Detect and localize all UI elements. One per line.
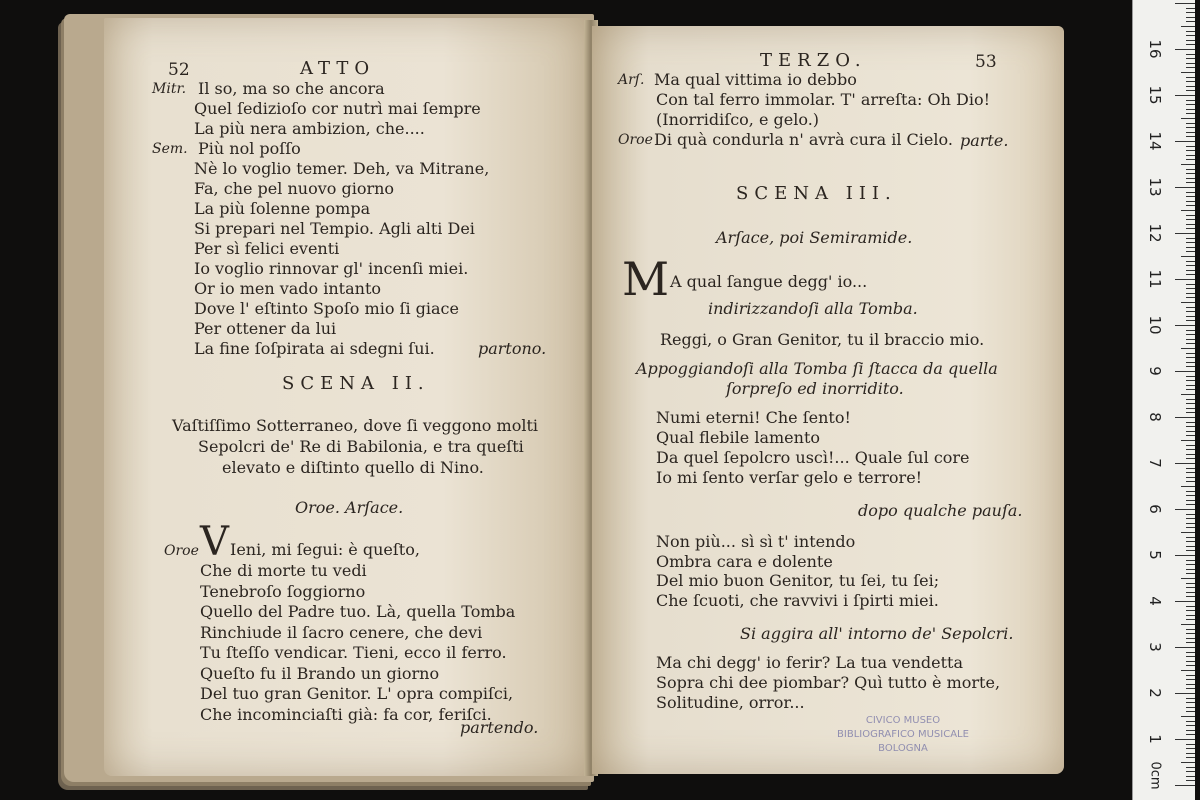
ruler-tick — [1186, 77, 1195, 78]
ruler-tick — [1186, 458, 1195, 459]
ruler-number: 11 — [1146, 269, 1164, 289]
ruler-tick — [1186, 596, 1195, 597]
ruler-tick — [1175, 233, 1195, 234]
scene-2-characters: Oroe. Arſace. — [295, 498, 404, 517]
verse-line: Rinchiude il ſacro cenere, che devi — [200, 622, 483, 642]
left-running-header: ATTO — [300, 58, 376, 79]
stamp-line-1: CIVICO MUSEO — [865, 715, 941, 726]
verse-line: Ombra cara e dolente — [656, 551, 833, 571]
ruler-tick — [1186, 569, 1195, 570]
ruler-tick — [1186, 495, 1195, 496]
ruler-tick — [1186, 652, 1195, 653]
ruler-tick — [1186, 293, 1195, 294]
ruler-number: 13 — [1146, 177, 1164, 197]
ruler-tick — [1181, 624, 1195, 625]
verse-line: Per ottener da lui — [194, 319, 337, 338]
ruler-tick — [1186, 477, 1195, 478]
ruler-tick — [1186, 642, 1195, 643]
ruler-tick — [1186, 564, 1195, 565]
verse-line: Ma qual vittima io debbo — [654, 70, 857, 89]
stamp-line-3: BOLOGNA — [878, 743, 928, 754]
ruler-tick — [1186, 357, 1195, 358]
ruler-tick — [1186, 127, 1195, 128]
ruler-tick — [1186, 587, 1195, 588]
ruler-tick — [1186, 215, 1195, 216]
ruler-tick — [1186, 109, 1195, 110]
ruler-tick — [1186, 173, 1195, 174]
ruler-tick — [1186, 238, 1195, 239]
ruler-tick — [1186, 155, 1195, 156]
verse-line: La più nera ambizion, che.... — [194, 119, 425, 138]
verse-line: Il so, ma so che ancora — [198, 79, 385, 98]
ruler-tick — [1186, 523, 1195, 524]
ruler-tick — [1186, 527, 1195, 528]
ruler-unit-label: 0cm — [1147, 761, 1163, 790]
drop-cap-m: M — [622, 252, 670, 306]
ruler-tick — [1186, 192, 1195, 193]
ruler-tick — [1181, 26, 1195, 27]
ruler-number: 3 — [1146, 642, 1164, 652]
ruler-tick — [1186, 389, 1195, 390]
setting-line-3: elevato e diſtinto quello di Nino. — [222, 458, 484, 477]
ruler-tick — [1186, 550, 1195, 551]
ruler-tick — [1181, 440, 1195, 441]
left-exit-direction: partono. — [478, 339, 547, 358]
ruler-tick — [1186, 159, 1195, 160]
ruler-tick — [1186, 403, 1195, 404]
ruler-tick — [1186, 274, 1195, 275]
verse-line: Sopra chi dee piombar? Quì tutto è morte, — [656, 673, 1001, 692]
ruler-number: 5 — [1146, 550, 1164, 560]
right-top-direction: parte. — [960, 131, 1009, 150]
ruler-tick — [1186, 583, 1195, 584]
ruler-tick — [1186, 58, 1195, 59]
ruler-tick — [1186, 431, 1195, 432]
ruler-tick — [1186, 730, 1195, 731]
ruler-tick — [1186, 610, 1195, 611]
verse-line: Io voglio rinnovar gl' incenſi miei. — [194, 259, 469, 278]
ruler-tick — [1186, 514, 1195, 515]
ruler-tick — [1175, 49, 1195, 50]
ruler-tick — [1175, 647, 1195, 648]
verse-line: Più nol poſſo — [198, 139, 301, 158]
ruler-tick — [1181, 164, 1195, 165]
ruler-tick — [1175, 187, 1195, 188]
ruler-tick — [1186, 711, 1195, 712]
ruler-tick — [1181, 578, 1195, 579]
right-page-number: 53 — [975, 52, 997, 72]
ruler-tick — [1181, 762, 1195, 763]
verse-line: Non più... sì sì t' intendo — [656, 532, 856, 551]
ruler-tick — [1186, 380, 1195, 381]
ruler-tick — [1186, 242, 1195, 243]
ruler-tick — [1186, 219, 1195, 220]
ruler-tick — [1186, 638, 1195, 639]
verse-line: Quello del Padre tuo. Là, quella Tomba — [200, 602, 516, 621]
ruler-tick — [1186, 435, 1195, 436]
speech-first-line: Ieni, mi ſegui: è queſto, — [230, 540, 420, 559]
ruler-tick — [1186, 541, 1195, 542]
ruler-tick — [1186, 725, 1195, 726]
ruler-tick — [1186, 297, 1195, 298]
ruler-tick — [1186, 385, 1195, 386]
ruler-tick — [1186, 270, 1195, 271]
ruler-tick — [1175, 509, 1195, 510]
ruler-tick — [1186, 169, 1195, 170]
ruler-tick — [1186, 454, 1195, 455]
measuring-ruler — [1132, 0, 1195, 800]
ruler-tick — [1186, 224, 1195, 225]
stamp-line-2: BIBLIOGRAFICO MUSICALE — [837, 729, 969, 740]
ruler-tick — [1186, 132, 1195, 133]
speaker-label: Sem. — [152, 141, 188, 157]
final-direction: partendo. — [460, 718, 539, 737]
ruler-tick — [1186, 560, 1195, 561]
ruler-tick — [1181, 302, 1195, 303]
ruler-number: 4 — [1146, 596, 1164, 606]
ruler-tick — [1186, 284, 1195, 285]
verse-line: Di quà condurla n' avrà cura il Cielo. — [654, 130, 953, 149]
ruler-tick — [1175, 95, 1195, 96]
ruler-tick — [1186, 744, 1195, 745]
direction-appoggiandosi-1: Appoggiandoſi alla Tomba ſi ſtacca da quella — [636, 359, 998, 378]
ruler-number: 7 — [1146, 458, 1164, 468]
ruler-tick — [1186, 500, 1195, 501]
setting-line-1: Vaſtiſſimo Sotterraneo, dove ſi veggono molti — [172, 416, 538, 435]
right-running-header: TERZO. — [760, 50, 867, 71]
ruler-tick — [1186, 12, 1195, 13]
verse-line: Che di morte tu vedi — [200, 561, 367, 580]
ruler-tick — [1175, 739, 1195, 740]
ruler-tick — [1186, 408, 1195, 409]
ruler-tick — [1175, 325, 1195, 326]
ruler-tick — [1186, 679, 1195, 680]
ruler-tick — [1186, 698, 1195, 699]
ruler-tick — [1186, 288, 1195, 289]
ruler-tick — [1186, 261, 1195, 262]
ruler-tick — [1186, 150, 1195, 151]
ruler-tick — [1186, 44, 1195, 45]
ruler-tick — [1186, 17, 1195, 18]
library-stamp — [828, 714, 978, 762]
direction-pausa: dopo qualche pauſa. — [858, 501, 1023, 520]
ruler-tick — [1186, 504, 1195, 505]
verse-line: Tenebroſo ſoggiorno — [200, 581, 366, 601]
ruler-tick — [1175, 3, 1195, 4]
ruler-tick — [1186, 665, 1195, 666]
verse-line: Da quel ſepolcro uscì!... Quale ſul core — [656, 448, 970, 467]
verse-line: Con tal ferro immolar. T' arreſta: Oh Dio! — [656, 90, 990, 109]
ruler-tick — [1186, 592, 1195, 593]
ruler-tick — [1186, 491, 1195, 492]
ruler-tick — [1186, 661, 1195, 662]
speaker-label: Arſ. — [618, 72, 645, 88]
ruler-tick — [1186, 251, 1195, 252]
ruler-tick — [1181, 670, 1195, 671]
ruler-tick — [1186, 21, 1195, 22]
ruler-tick — [1186, 734, 1195, 735]
ruler-tick — [1186, 721, 1195, 722]
ruler-tick — [1186, 90, 1195, 91]
ruler-tick — [1186, 518, 1195, 519]
verse-line: Ma chi degg' io ferir? La tua vendetta — [656, 653, 963, 672]
verse-line: Che incominciaſti già: fa cor, feriſci. — [200, 704, 492, 724]
verse-line: Solitudine, orror... — [656, 693, 805, 712]
ruler-tick — [1186, 546, 1195, 547]
speaker-label: Mitr. — [152, 81, 187, 97]
ruler-tick — [1186, 31, 1195, 32]
ruler-tick — [1186, 707, 1195, 708]
ruler-tick — [1186, 86, 1195, 87]
ruler-tick — [1186, 412, 1195, 413]
ruler-tick — [1186, 54, 1195, 55]
ruler-tick — [1175, 463, 1195, 464]
ruler-tick — [1186, 182, 1195, 183]
verse-line: Numi eterni! Che ſento! — [656, 408, 851, 427]
ruler-tick — [1186, 656, 1195, 657]
verse-line: Qual flebile lamento — [656, 428, 820, 447]
verse-line: La più ſolenne pompa — [194, 199, 371, 218]
verse-line: Dove l' eſtinto Spoſo mio ſi giace — [194, 299, 459, 318]
ruler-tick — [1186, 100, 1195, 101]
ruler-tick — [1186, 481, 1195, 482]
speech-speaker: Oroe — [164, 543, 199, 559]
ruler-tick — [1186, 472, 1195, 473]
ruler-tick — [1186, 334, 1195, 335]
ruler-number: 6 — [1146, 504, 1164, 514]
ruler-tick — [1181, 72, 1195, 73]
drop-cap-v: V — [200, 519, 229, 565]
verse-line: Io mi ſento verſar gelo e terrore! — [656, 468, 923, 487]
ruler-number: 9 — [1146, 366, 1164, 376]
ruler-tick — [1186, 178, 1195, 179]
verse-line: Or io men vado intanto — [194, 279, 382, 298]
ruler-tick — [1186, 311, 1195, 312]
ruler-tick — [1186, 330, 1195, 331]
setting-line-2: Sepolcri de' Re di Babilonia, e tra queſti — [198, 437, 524, 456]
verse-line: Per sì felici eventi — [194, 239, 340, 258]
scene-3-first-line: A qual ſangue degg' io... — [670, 272, 868, 291]
ruler-tick — [1186, 573, 1195, 574]
speaker-label: Oroe — [618, 132, 653, 148]
verse-line: Del tuo gran Genitor. L' opra compiſci, — [200, 684, 514, 703]
ruler-tick — [1186, 228, 1195, 229]
ruler-tick — [1186, 399, 1195, 400]
verse-line: La fine ſoſpirata ai sdegni ſui. — [194, 339, 435, 358]
ruler-tick — [1186, 307, 1195, 308]
ruler-number: 16 — [1146, 39, 1164, 59]
ruler-tick — [1175, 417, 1195, 418]
ruler-tick — [1175, 601, 1195, 602]
ruler-tick — [1186, 767, 1195, 768]
ruler-tick — [1186, 81, 1195, 82]
scene-3-characters: Arſace, poi Semiramide. — [716, 228, 913, 247]
verse-line: Tu ſteſſo vendicar. Tieni, ecco il ferro. — [200, 643, 507, 662]
ruler-tick — [1186, 468, 1195, 469]
ruler-tick — [1186, 265, 1195, 266]
ruler-tick — [1186, 339, 1195, 340]
ruler-tick — [1181, 348, 1195, 349]
ruler-tick — [1186, 445, 1195, 446]
ruler-tick — [1186, 757, 1195, 758]
ruler-tick — [1175, 693, 1195, 694]
ruler-tick — [1186, 320, 1195, 321]
scene-2-heading: SCENA II. — [282, 373, 430, 394]
ruler-tick — [1186, 196, 1195, 197]
ruler-number: 15 — [1146, 85, 1164, 105]
scene-3-heading: SCENA III. — [736, 183, 897, 204]
ruler-tick — [1175, 555, 1195, 556]
verse-line: (Inorridiſco, e gelo.) — [656, 110, 820, 129]
ruler-tick — [1186, 8, 1195, 9]
direction-sepolcri: Si aggira all' intorno de' Sepolcri. — [740, 624, 1014, 643]
verse-line: Nè lo voglio temer. Deh, va Mitrane, — [194, 159, 490, 178]
ruler-tick — [1186, 422, 1195, 423]
ruler-tick — [1186, 606, 1195, 607]
ruler-tick — [1186, 343, 1195, 344]
ruler-tick — [1186, 684, 1195, 685]
ruler-tick — [1186, 675, 1195, 676]
ruler-tick — [1175, 785, 1195, 786]
ruler-tick — [1181, 118, 1195, 119]
ruler-number: 14 — [1146, 131, 1164, 151]
verse-line: Del mio buon Genitor, tu ſei, tu ſei; — [656, 571, 940, 590]
ruler-tick — [1181, 486, 1195, 487]
ruler-tick — [1186, 201, 1195, 202]
ruler-tick — [1186, 426, 1195, 427]
ruler-tick — [1175, 141, 1195, 142]
ruler-tick — [1186, 615, 1195, 616]
ruler-tick — [1186, 35, 1195, 36]
ruler-tick — [1181, 716, 1195, 717]
ruler-tick — [1186, 366, 1195, 367]
ruler-number: 10 — [1146, 315, 1164, 335]
ruler-tick — [1186, 702, 1195, 703]
ruler-tick — [1181, 394, 1195, 395]
left-page-number: 52 — [168, 60, 190, 80]
ruler-tick — [1181, 256, 1195, 257]
verse-line: Fa, che pel nuovo giorno — [194, 179, 395, 198]
ruler-tick — [1186, 362, 1195, 363]
ruler-tick — [1186, 748, 1195, 749]
ruler-tick — [1186, 123, 1195, 124]
ruler-tick — [1186, 136, 1195, 137]
ruler-tick — [1186, 40, 1195, 41]
verse-line: Queſto fu il Brando un giorno — [200, 663, 440, 683]
ruler-tick — [1186, 619, 1195, 620]
ruler-tick — [1181, 532, 1195, 533]
direction-appoggiandosi-2: ſorpreſo ed inorridito. — [726, 379, 904, 398]
ruler-tick — [1186, 247, 1195, 248]
ruler-tick — [1175, 371, 1195, 372]
verse-line: Che ſcuoti, che ravvivi i ſpirti miei. — [656, 590, 939, 610]
ruler-tick — [1186, 771, 1195, 772]
ruler-tick — [1186, 146, 1195, 147]
ruler-tick — [1186, 449, 1195, 450]
ruler-number: 1 — [1146, 734, 1164, 744]
ruler-tick — [1186, 688, 1195, 689]
ruler-tick — [1181, 210, 1195, 211]
ruler-tick — [1186, 776, 1195, 777]
ruler-tick — [1186, 63, 1195, 64]
ruler-tick — [1186, 353, 1195, 354]
ruler-tick — [1186, 113, 1195, 114]
ruler-tick — [1186, 537, 1195, 538]
ruler-tick — [1186, 629, 1195, 630]
verse-line: Si prepari nel Tempio. Agli alti Dei — [194, 219, 475, 238]
ruler-tick — [1186, 67, 1195, 68]
ruler-tick — [1175, 279, 1195, 280]
ruler-tick — [1186, 376, 1195, 377]
direction-tomba: indirizzandoſi alla Tomba. — [708, 299, 918, 318]
ruler-number: 2 — [1146, 688, 1164, 698]
ruler-tick — [1186, 753, 1195, 754]
ruler-tick — [1186, 780, 1195, 781]
ruler-tick — [1186, 104, 1195, 105]
ruler-number: 12 — [1146, 223, 1164, 243]
scene-3-line-2: Reggi, o Gran Genitor, tu il braccio mio. — [660, 330, 985, 349]
ruler-number: 8 — [1146, 412, 1164, 422]
ruler-tick — [1186, 205, 1195, 206]
ruler-tick — [1186, 633, 1195, 634]
ruler-tick — [1186, 316, 1195, 317]
verse-line: Quel ſedizioſo cor nutrì mai ſempre — [194, 99, 481, 118]
